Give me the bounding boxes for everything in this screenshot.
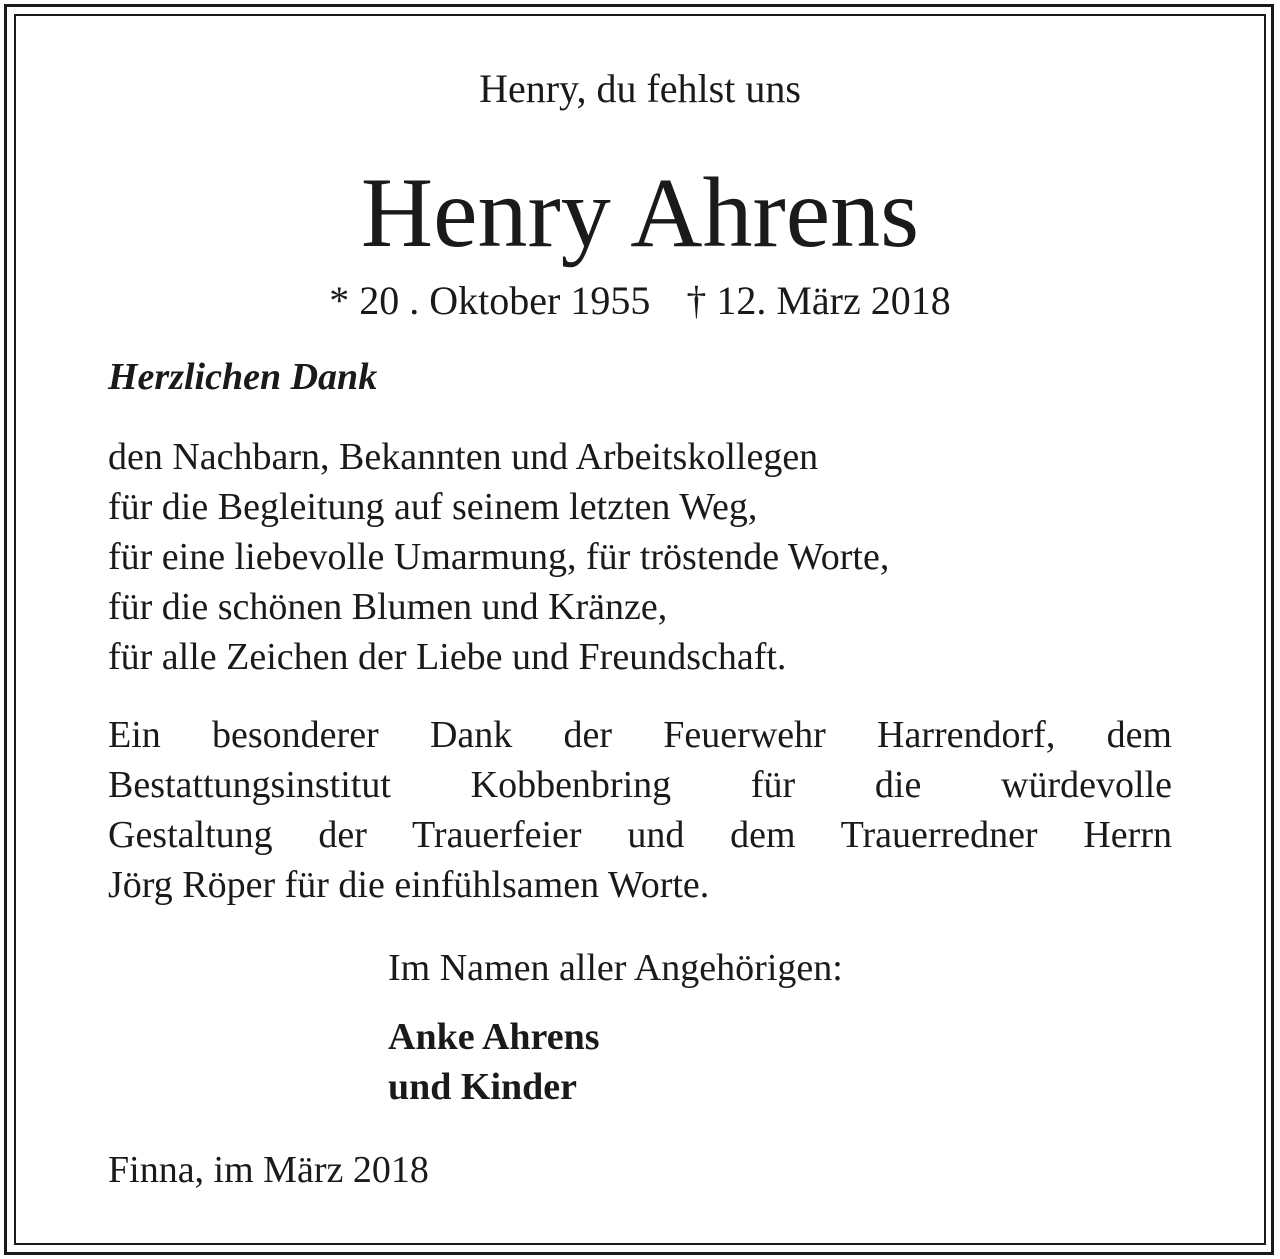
thanks-line: für eine liebevolle Umarmung, für tröstende Worte, — [108, 536, 890, 578]
thanks-line: den Nachbarn, Bekannten und Arbeitskollegen — [108, 436, 819, 478]
special-thanks-line: Ein besonderer Dank der Feuerwehr Harrendorf, dem — [108, 714, 1172, 756]
thanks-line: für alle Zeichen der Liebe und Freundschaft. — [108, 636, 787, 678]
death-date: † 12. März 2018 — [686, 278, 951, 323]
thanks-heading: Herzlichen Dank — [108, 356, 378, 398]
special-thanks-paragraph — [108, 710, 1172, 910]
thanks-line: für die Begleitung auf seinem letzten Weg, — [108, 486, 758, 528]
birth-date: * 20 . Oktober 1955 — [329, 278, 651, 323]
place-and-date: Finna, im März 2018 — [108, 1149, 429, 1191]
thanks-line: für die schönen Blumen und Kränze, — [108, 586, 668, 628]
signature-block — [388, 1012, 600, 1112]
signature-line: Anke Ahrens — [388, 1016, 600, 1058]
special-thanks-line: Gestaltung der Trauerfeier und dem Trauerredner Herrn — [108, 814, 1172, 856]
signature-line: und Kinder — [388, 1066, 578, 1108]
motto: Henry, du fehlst uns — [479, 66, 801, 111]
special-thanks-line: Jörg Röper für die einfühlsamen Worte. — [108, 864, 710, 906]
thanks-paragraph — [108, 432, 889, 682]
life-dates — [0, 278, 1280, 324]
deceased-name: Henry Ahrens — [360, 157, 920, 268]
on-behalf-line: Im Namen aller Angehörigen: — [388, 947, 843, 989]
special-thanks-line: Bestattungsinstitut Kobbenbring für die würdevolle — [108, 764, 1172, 806]
